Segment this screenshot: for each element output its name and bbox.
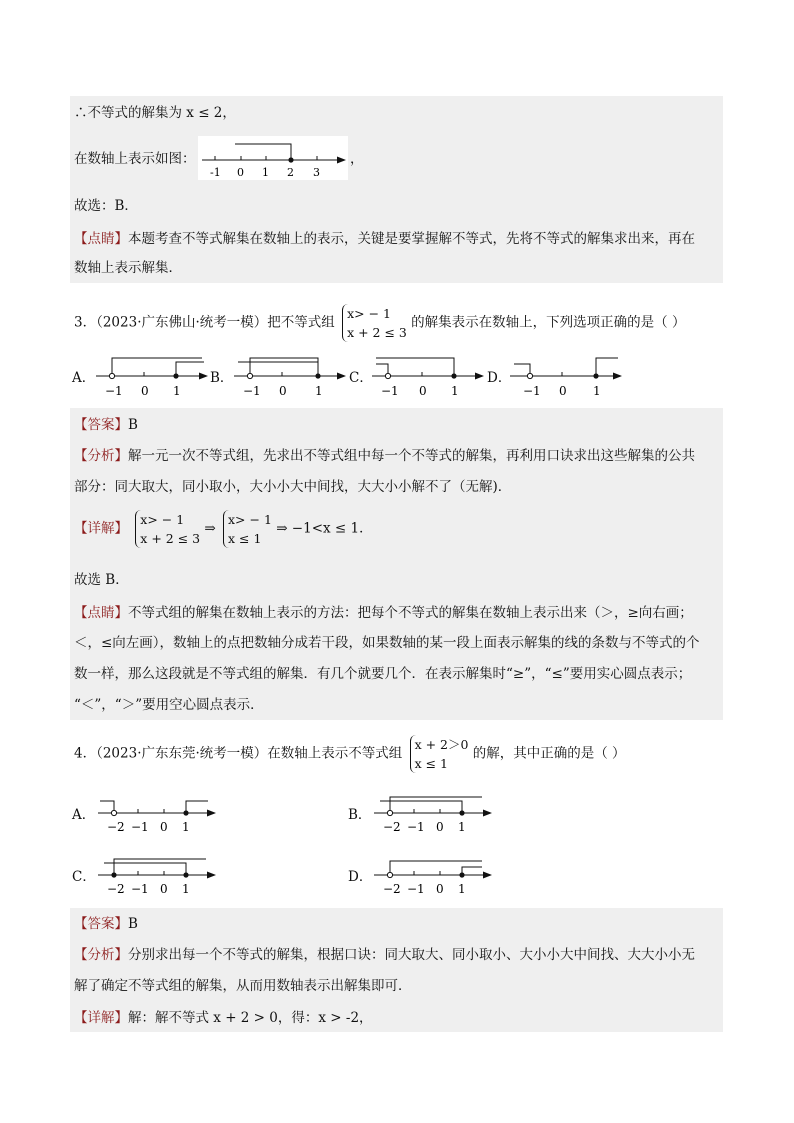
inequality-1: x> − 1 [347, 306, 391, 321]
detail-result: ⇒ −1<x ≤ 1． [276, 520, 373, 537]
svg-text:1: 1 [593, 384, 601, 398]
q4-detail-line [74, 1008, 373, 1028]
analysis-tag: 【分析】 [74, 947, 128, 963]
point-tag: 【点睛】 [74, 231, 128, 247]
q3-point-line-2: ＜，≤向左画），数轴上的点把数轴分成若干段，如果数轴的某一段上面表示解集的线的条数与不等式的个 [74, 635, 700, 651]
detail-system-1 [135, 510, 200, 548]
inequality-2: x + 2 ≤ 3 [347, 325, 407, 340]
point-text: 本题考查不等式解集在数轴上的表示，关键是要掌握解不等式，先将不等式的解集求出来，再在 [128, 231, 695, 247]
solution-line: ∴不等式的解集为 x ≤ 2， [74, 105, 236, 121]
svg-text:−1: −1 [407, 820, 425, 834]
point-text: 不等式组的解集在数轴上表示的方法：把每个不等式的解集在数轴上表示出来（＞，≥向右画； [128, 605, 693, 621]
q3-option-c-figure[interactable] [370, 352, 486, 398]
q4-option-a-label[interactable]: A． [72, 807, 96, 823]
svg-text:0: 0 [237, 166, 244, 179]
q3-option-c-label[interactable]: C． [349, 370, 373, 386]
detail-text: 解：解不等式 x + 2 > 0，得：x > -2， [128, 1010, 373, 1026]
q3-option-b-label[interactable]: B． [210, 370, 234, 386]
q3-option-b-figure[interactable] [232, 352, 348, 398]
q3-point-line-1 [74, 603, 693, 623]
inequality-2: x ≤ 1 [414, 756, 449, 771]
stem-suffix: 的解集表示在数轴上，下列选项正确的是（ ） [411, 314, 686, 331]
stem-suffix: 的解，其中正确的是（ ） [472, 745, 626, 762]
detail-inequality: x> − 1 [140, 512, 185, 527]
q3-option-a-label[interactable]: A． [72, 370, 96, 386]
q4-option-c-figure[interactable] [96, 855, 218, 897]
number-line-figure [198, 136, 348, 180]
question-3-stem [74, 304, 685, 342]
svg-text:0: 0 [279, 384, 287, 398]
inequality-1: x + 2＞0 [414, 737, 469, 752]
svg-text:−1: −1 [131, 882, 149, 896]
answer-tag: 【答案】 [74, 916, 128, 932]
q3-option-a-figure[interactable] [94, 352, 210, 398]
q3-option-d-figure[interactable] [508, 352, 624, 398]
svg-text:1: 1 [262, 166, 269, 179]
svg-text:−1: −1 [105, 384, 123, 398]
svg-text:0: 0 [160, 820, 168, 834]
svg-text:-1: -1 [210, 166, 221, 179]
q4-analysis-line-2: 解了确定不等式组的解集，从而用数轴表示出解集即可． [74, 978, 412, 994]
detail-tag: 【详解】 [74, 1010, 128, 1026]
svg-text:0: 0 [141, 384, 149, 398]
numberline-caption: 在数轴上表示如图： [74, 151, 196, 167]
svg-text:−1: −1 [243, 384, 261, 398]
detail-system-2 [223, 510, 272, 548]
q3-answer-line [74, 415, 138, 435]
q3-point-line-4: “＜”，“＞”要用空心圆点表示． [74, 697, 264, 713]
svg-text:−2: −2 [383, 882, 401, 896]
svg-text:1: 1 [315, 384, 323, 398]
svg-text:−2: −2 [107, 820, 125, 834]
q4-option-d-figure[interactable] [372, 855, 494, 897]
q3-analysis-line-1 [74, 446, 695, 466]
q4-answer-line [74, 914, 138, 934]
q3-option-d-label[interactable]: D． [487, 370, 512, 386]
detail-inequality: x ≤ 1 [228, 531, 262, 546]
stem-prefix: 4．（2023·广东东莞·统考一模）在数轴上表示不等式组 [74, 745, 403, 762]
analysis-text: 解一元一次不等式组，先求出不等式组中每一个不等式的解集，再利用口诀求出这些解集的公共 [128, 448, 695, 464]
svg-text:1: 1 [458, 882, 466, 896]
svg-text:0: 0 [436, 820, 444, 834]
q3-point-line-3: 数一样，那么这段就是不等式组的解集．有几个就要几个．在表示解集时“≥”，“≤”要用实心圆点表示； [74, 666, 692, 682]
q4-analysis-line-1 [74, 945, 695, 965]
svg-text:1: 1 [173, 384, 181, 398]
svg-text:0: 0 [559, 384, 567, 398]
svg-text:−2: −2 [383, 820, 401, 834]
svg-text:1: 1 [458, 820, 466, 834]
detail-inequality: x> − 1 [228, 512, 272, 527]
point-tag: 【点睛】 [74, 605, 128, 621]
stem-prefix: 3．（2023·广东佛山·统考一模）把不等式组 [74, 314, 335, 331]
svg-text:0: 0 [419, 384, 427, 398]
q4-option-b-figure[interactable] [372, 793, 494, 835]
svg-text:−1: −1 [523, 384, 541, 398]
svg-text:−2: −2 [107, 882, 125, 896]
detail-tag: 【详解】 [74, 520, 128, 537]
point-line-2: 数轴上表示解集． [74, 260, 182, 276]
q4-option-d-label[interactable]: D． [348, 869, 373, 885]
svg-text:−1: −1 [381, 384, 399, 398]
q3-detail-line [74, 510, 373, 548]
svg-text:1: 1 [182, 820, 190, 834]
inequality-system [410, 735, 469, 773]
q4-option-c-label[interactable]: C． [72, 869, 96, 885]
detail-inequality: x + 2 ≤ 3 [140, 531, 201, 546]
svg-text:0: 0 [436, 882, 444, 896]
solution-block-1-bg [70, 96, 723, 283]
punctuation: ， [350, 151, 364, 167]
svg-text:−1: −1 [407, 882, 425, 896]
svg-text:1: 1 [182, 882, 190, 896]
svg-text:2: 2 [287, 166, 294, 179]
analysis-text: 分别求出每一个不等式的解集，根据口诀：同大取大、同小取小、大小小大中间找、大大小小无 [128, 947, 695, 963]
answer-value: B [128, 916, 138, 932]
choice-line: 故选：B． [74, 198, 138, 214]
answer-tag: 【答案】 [74, 417, 128, 433]
svg-text:0: 0 [160, 882, 168, 896]
svg-text:−1: −1 [131, 820, 149, 834]
answer-value: B [128, 417, 138, 433]
q4-option-b-label[interactable]: B． [348, 807, 372, 823]
analysis-tag: 【分析】 [74, 448, 128, 464]
point-line-1 [74, 229, 695, 249]
implies-arrow: ⇒ [204, 520, 216, 537]
q3-analysis-line-2: 部分：同大取大，同小取小，大小小大中间找，大大小小解不了（无解)． [74, 479, 512, 495]
q3-choose-line: 故选 B． [74, 572, 129, 588]
inequality-system [342, 304, 407, 342]
svg-text:3: 3 [313, 166, 320, 179]
question-4-stem [74, 735, 626, 773]
svg-text:1: 1 [451, 384, 459, 398]
q4-option-a-figure[interactable] [96, 793, 218, 835]
